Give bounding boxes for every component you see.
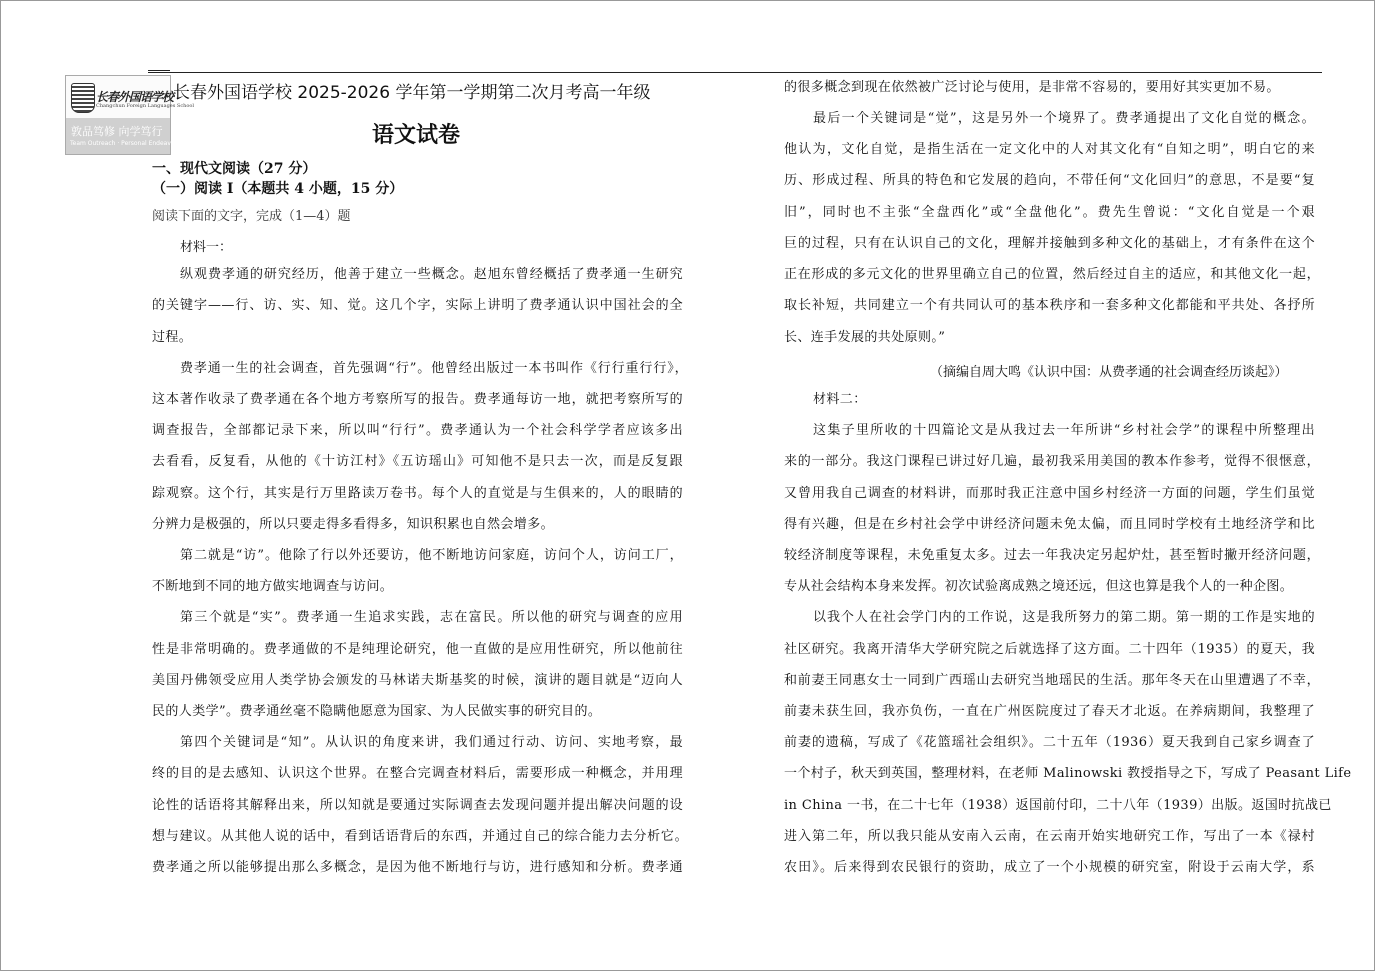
text-line: 历、形成过程、所具的特色和它发展的趋向，不带任何“文化回归”的意思，不是要“复 — [784, 173, 1315, 188]
exam-title: 语文试卷 — [372, 123, 461, 148]
text-line: 分辨力是极强的，所以只要走得多看得多，知识积累也自然会增多。 — [152, 517, 555, 532]
text-line: 第三个就是“实”。费孝通一生追求实践，志在富民。所以他的研究与调查的应用 — [180, 610, 683, 625]
school-title: 长春外国语学校 2025-2026 学年第一学期第二次月考高一年级 — [173, 83, 651, 103]
reading-instruction: 阅读下面的文字，完成（1—4）题 — [152, 209, 351, 224]
header-rule — [148, 72, 1322, 73]
text-line: 民的人类学”。费孝通丝毫不隐瞒他愿意为国家、为人民做实事的研究目的。 — [152, 704, 602, 719]
logo-motto: 敦品笃修 向学笃行 — [71, 125, 163, 138]
text-line: 调查报告，全部都记录下来，所以叫“行行”。费孝通认为一个社会科学学者应该多出 — [152, 423, 683, 438]
text-line: 不断地到不同的地方做实地调查与访问。 — [152, 579, 394, 594]
logo-script-text: 长春外国语学校 — [96, 90, 174, 104]
text-line: 进入第二年，所以我只能从安南入云南，在云南开始实地研究工作，写出了一本《禄村 — [784, 829, 1315, 844]
text-line: 和前妻王同惠女士一同到广西瑶山去研究当地瑶民的生活。那年冬天在山里遭遇了不幸， — [784, 673, 1320, 688]
text-line: 又曾用我自己调查的材料讲，而那时我正注意中国乡村经济一方面的问题，学生们虽觉 — [784, 486, 1315, 501]
text-line: 第二就是“访”。他除了行以外还要访，他不断地访问家庭，访问个人，访问工厂， — [180, 548, 683, 563]
text-line: 以我个人在社会学门内的工作说，这是我所努力的第二期。第一期的工作是实地的 — [813, 610, 1315, 625]
text-line: 论性的话语将其解释出来，所以知就是要通过实际调查去发现问题并提出解决问题的设 — [152, 798, 683, 813]
text-line: 费孝通之所以能够提出那么多概念，是因为他不断地行与访，进行感知和分析。费孝通 — [152, 860, 683, 875]
text-line: 长、连手发展的共处原则。” — [784, 330, 946, 345]
school-emblem-icon — [71, 83, 95, 113]
text-line: 美国丹佛领受应用人类学协会颁发的马林诺夫斯基奖的时候，演讲的题目就是“迈向人 — [152, 673, 683, 688]
header-rule-accent — [148, 70, 170, 71]
text-line: 去看看，反复看，从他的《十访江村》《五访瑶山》可知他不是只去一次，而是反复跟 — [152, 454, 683, 469]
text-line: 较经济制度等课程，未免重复太多。过去一年我决定另起炉灶，甚至暂时撇开经济问题， — [784, 548, 1320, 563]
text-line: 巨的过程，只有在认识自己的文化，理解并接触到多种文化的基础上，才有条件在这个 — [784, 236, 1315, 251]
text-line: 取长补短，共同建立一个有共同认可的基本秩序和一套多种文化都能和平共处、各抒所 — [784, 298, 1315, 313]
text-line: 的关键字——行、访、实、知、觉。这几个字，实际上讲明了费孝通认识中国社会的全 — [152, 298, 683, 313]
text-line: 农田》。后来得到农民银行的资助，成立了一个小规模的研究室，附设于云南大学，系 — [784, 860, 1315, 875]
text-line: 他认为，文化自觉，是指生活在一定文化中的人对其文化有“自知之明”，明白它的来 — [784, 142, 1315, 157]
text-line: 第四个关键词是“知”。从认识的角度来讲，我们通过行动、访问、实地考察，最 — [180, 735, 683, 750]
text-line: 专从社会结构本身来发挥。初次试验离成熟之境还远，但这也算是我个人的一种企图。 — [784, 579, 1294, 594]
text-line: 一个村子，秋天到英国，整理材料，在老师 Malinowski 教授指导之下，写成了 Peasant Life — [784, 766, 1352, 781]
text-line: 这本著作收录了费孝通在各个地方考察所写的报告。费孝通每访一地，就把考察所写的 — [152, 392, 683, 407]
text-line: in China 一书，在二十七年（1938）返国前付印，二十八年（1939）出版。返国时抗战已 — [784, 798, 1332, 813]
text-line: 最后一个关键词是“觉”，这是另外一个境界了。费孝通提出了文化自觉的概念。 — [813, 111, 1315, 126]
logo-upper-panel — [66, 76, 194, 118]
text-line: 这集子里所收的十四篇论文是从我过去一年所讲“乡村社会学”的课程中所整理出 — [813, 423, 1315, 438]
section-heading: 一、现代文阅读（27 分） — [152, 161, 317, 177]
text-line: 纵观费孝通的研究经历，他善于建立一些概念。赵旭东曾经概括了费孝通一生研究 — [180, 267, 683, 282]
text-line: 过程。 — [152, 330, 193, 345]
text-line: 的很多概念到现在依然被广泛讨论与使用，是非常不容易的，要用好其实更加不易。 — [784, 80, 1280, 95]
source-citation: （摘编自周大鸣《认识中国：从费孝通的社会调查经历谈起》） — [930, 365, 1288, 380]
school-logo — [65, 75, 194, 155]
text-line: 前妻未获生回，我亦负伤，一直在广州医院度过了春天才北返。在养病期间，我整理了 — [784, 704, 1315, 719]
material-label: 材料一： — [180, 240, 233, 255]
text-line: 前妻的遗稿，写成了《花篮瑶社会组织》。二十五年（1936）夏天我到自己家乡调查了 — [784, 735, 1315, 750]
text-line: 费孝通一生的社会调查，首先强调“行”。他曾经出版过一本书叫作《行行重行行》， — [180, 361, 688, 376]
text-line: 旧”，同时也不主张“全盘西化”或“全盘他化”。费先生曾说：“文化自觉是一个艰 — [784, 205, 1315, 220]
sub-section-heading: （一）阅读 I（本题共 4 小题，15 分） — [152, 181, 404, 197]
text-line: 想与建议。从其他人说的话中，看到话语背后的东西，并通过自己的综合能力去分析它。 — [152, 829, 688, 844]
text-line: 终的目的是去感知、认识这个世界。在整合完调查材料后，需要形成一种概念，并用理 — [152, 766, 683, 781]
text-line: 来的一部分。我这门课程已讲过好几遍，最初我采用美国的教本作参考，觉得不很惬意， — [784, 454, 1320, 469]
material-label: 材料二： — [813, 392, 867, 407]
text-line: 社区研究。我离开清华大学研究院之后就选择了这方面。二十四年（1935）的夏天，我 — [784, 642, 1315, 657]
logo-motto-en: Team Outreach · Personal Endeavor — [70, 140, 178, 147]
text-line: 得有兴趣，但是在乡村社会学中讲经济问题未免太偏，而且同时学校有土地经济学和比 — [784, 517, 1315, 532]
text-line: 性是非常明确的。费孝通做的不是纯理论研究，他一直做的是应用性研究，所以他前往 — [152, 642, 683, 657]
text-line: 正在形成的多元文化的世界里确立自己的位置，然后经过自主的适应，和其他文化一起， — [784, 267, 1320, 282]
text-line: 踪观察。这个行，其实是行万里路读万卷书。每个人的直觉是与生俱来的，人的眼睛的 — [152, 486, 683, 501]
logo-sub-text: Changchun Foreign Languages School — [96, 103, 194, 109]
